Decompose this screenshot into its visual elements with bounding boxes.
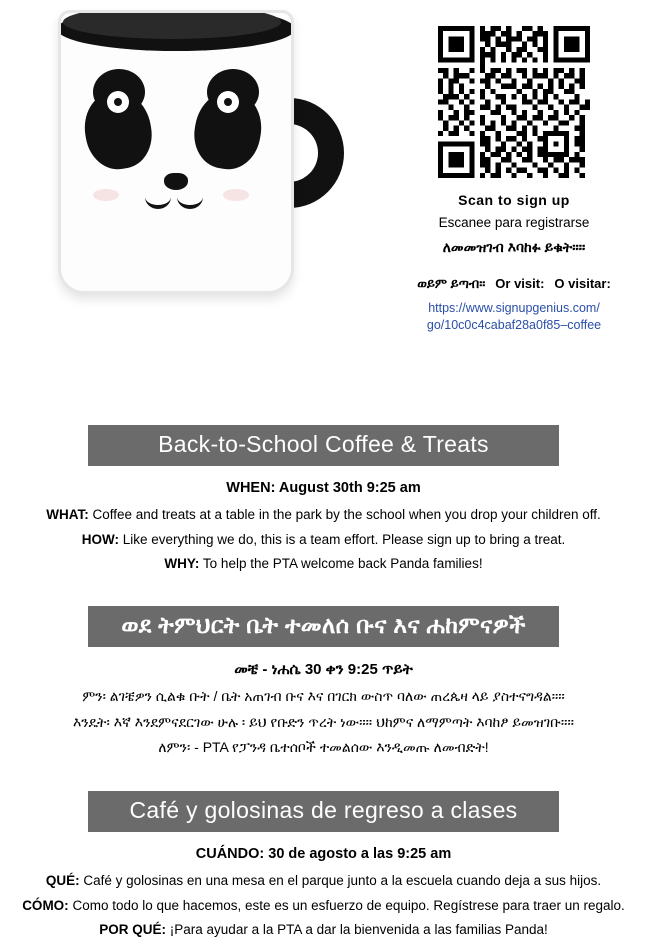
panda-face-icon (61, 69, 291, 259)
header-area (0, 0, 647, 355)
scan-signup-label-es: Escanee para registrarse (438, 215, 590, 230)
mug-rim (58, 10, 294, 51)
body-english (0, 478, 647, 574)
english-what-value: Coffee and treats at a table in the park by the school when you drop your children off. (92, 507, 601, 523)
or-visit-row (398, 276, 630, 292)
amharic-what-line: ምን፡ ልገቼዎን ሲልቁ ቡት / ቤት አጠገብ ቡና እና በገርክ ውስጥ ባለው ጠረጴዛ ላይ ያስተናግዳል።። (82, 688, 565, 705)
spanish-why-line (14, 920, 633, 940)
english-how-label: HOW: (81, 531, 119, 547)
body-spanish (0, 844, 647, 940)
banner-english: Back-to-School Coffee & Treats (88, 425, 559, 466)
banner-amharic: ወደ ትምህርት ቤት ተመለሰ ቡና እና ሐከምናዎች (88, 606, 559, 647)
english-why-label: WHY: (164, 556, 200, 572)
spanish-what-value: Café y golosinas en una mesa en el parque junto a la escuela cuando deja a sus hijos. (83, 873, 602, 889)
panda-pupil-left (114, 98, 122, 106)
spanish-why-label: POR QUÉ: (99, 922, 167, 938)
spanish-when-line (14, 844, 633, 865)
signup-url[interactable] (398, 300, 630, 334)
or-visit-label-am: ወይም ይጣብ። (417, 276, 486, 291)
panda-eye-left (107, 91, 129, 113)
or-visit-label-en: Or visit: (495, 276, 545, 291)
english-what-label: WHAT: (46, 507, 89, 523)
english-why-value: To help the PTA welcome back Panda families! (202, 556, 483, 572)
english-when-line (14, 478, 633, 499)
spanish-what-label: QUÉ: (45, 873, 80, 889)
amharic-why-line: ለምን፡ - PTA የፓንዳ ቤተሰቦች ተመልሰው እንዲመጡ ለመብድት! (158, 739, 489, 756)
english-when-label: WHEN: (226, 480, 276, 496)
mug-body (58, 10, 294, 294)
or-visit-label-es: O visitar: (554, 276, 611, 291)
amharic-when-line: መቼ - ነሐሴ 30 ቀን 9:25 ጥይት (234, 660, 413, 678)
spanish-why-value: ¡Para ayudar a la PTA a dar la bienvenida a las familias Panda! (169, 922, 548, 938)
english-what-line (14, 505, 633, 525)
spanish-when-label: CUÁNDO: (195, 846, 265, 863)
amharic-how-line: እንዴት፡ እኛ እንደምናደርገው ሁሉ ፡ ይህ የቡድን ጥረት ነው።። ህከምና ለማምጣት እባከፆ ይመዝገቡ።። (72, 713, 575, 730)
signup-url-line-2: go/10c0c4cabaf28a0f85–coffee (426, 317, 602, 332)
section-amharic (0, 606, 647, 758)
signup-url-line-1: https://www.signupgenius.com/ (428, 301, 600, 315)
panda-mouth-right (177, 185, 203, 209)
panda-blush-right (223, 189, 249, 201)
section-english (0, 425, 647, 574)
english-why-line (14, 554, 633, 574)
body-amharic (0, 659, 647, 758)
qr-signup-block (398, 26, 630, 334)
panda-mouth-left (145, 185, 171, 209)
panda-blush-left (93, 189, 119, 201)
section-spanish (0, 791, 647, 940)
english-when-value: August 30th 9:25 am (278, 480, 421, 496)
spanish-how-value: Como todo lo que hacemos, este es un esfuerzo de equipo. Regístrese para traer un regalo. (72, 897, 625, 913)
banner-spanish: Café y golosinas de regreso a clases (88, 791, 559, 832)
english-how-line (14, 530, 633, 550)
spanish-when-value: 30 de agosto a las 9:25 am (268, 846, 452, 863)
spanish-how-line (14, 896, 633, 916)
panda-eye-right (217, 91, 239, 113)
english-how-value: Like everything we do, this is a team effort. Please sign up to bring a treat. (122, 531, 566, 547)
mug-rim-inner (63, 10, 281, 39)
scan-signup-label-en: Scan to sign up (458, 192, 570, 208)
spanish-what-line (14, 871, 633, 891)
panda-mug-image (18, 6, 348, 306)
qr-code[interactable] (438, 26, 590, 178)
scan-signup-label-am: ለመመዝገብ እባከፉ ይቁት።። (442, 239, 586, 255)
spanish-how-label: CÓMO: (22, 897, 69, 913)
panda-pupil-right (224, 98, 232, 106)
